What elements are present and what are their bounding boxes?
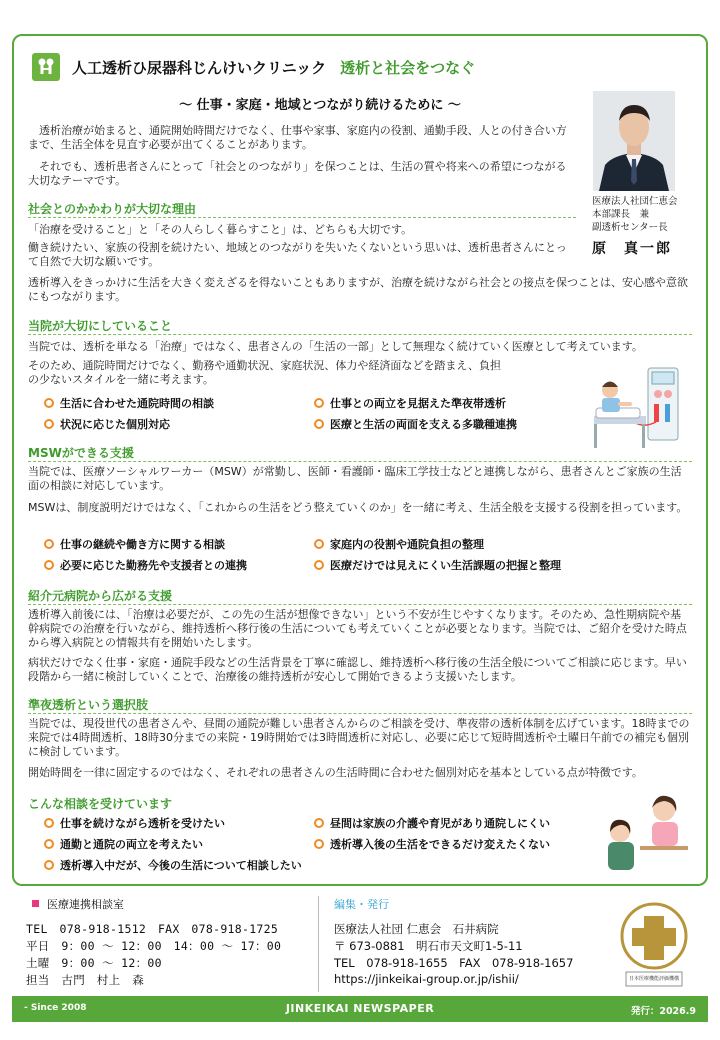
bullet-circle-icon <box>314 839 324 849</box>
bullet-circle-icon <box>44 419 54 429</box>
footer-saturday-hours: 土曜 9：00 ～ 12：00 <box>26 956 162 970</box>
tagline: 透析と社会をつなぐ <box>340 58 476 77</box>
footer-url[interactable]: https://jinkeikai-group.or.jp/ishii/ <box>334 972 519 986</box>
header <box>32 52 475 82</box>
newspaper-title: JINKEIKAI NEWSPAPER <box>285 1002 435 1015</box>
bullet-circle-icon <box>44 560 54 570</box>
bullet-circle-icon <box>314 398 324 408</box>
profile-dept: 本部課長 兼 <box>592 209 650 220</box>
issue-date: 発行：2026.9 <box>630 1006 696 1017</box>
section-heading-reasons: 社会とのかかわりが大切な理由 <box>28 202 197 216</box>
bullet-circle-icon <box>44 398 54 408</box>
bullet-circle-icon <box>44 818 54 828</box>
section-heading-consults: こんな相談を受けています <box>28 797 173 811</box>
footer-tel: TEL 078-918-1512 FAX 078-918-1725 <box>26 922 279 936</box>
list-item: 通勤と通院の両立を考えたい <box>44 836 203 852</box>
bullet-circle-icon <box>44 839 54 849</box>
dialysis-illustration <box>590 360 690 458</box>
bottom-bar <box>12 996 708 1022</box>
list-item: 透析導入後の生活をできるだけ変えたくない <box>314 836 550 852</box>
bullet-circle-icon <box>44 539 54 549</box>
section-divider <box>28 604 692 605</box>
accreditation-seal <box>618 902 690 990</box>
section-divider <box>28 334 692 335</box>
list-item: 仕事との両立を見据えた準夜帯透析 <box>314 395 506 411</box>
list-item: 昼間は家族の介護や育児があり通院しにくい <box>314 815 550 831</box>
bullet-circle-icon <box>314 560 324 570</box>
list-item: 医療と生活の両面を支える多職種連携 <box>314 416 517 432</box>
section-divider <box>28 461 692 462</box>
list-item: 生活に合わせた通院時間の相談 <box>44 395 214 411</box>
footer-address: 〒 673-0881 明石市天文町1-5-11 <box>334 939 523 953</box>
profile-name: 原 真一郎 <box>592 241 672 257</box>
section-text: MSWは、制度説明だけではなく、「これからの生活をどう整えていくのか」を一緒に考え、生活全般を支援する役割を担っています。 <box>28 501 688 514</box>
section-text: 開始時間を一律に固定するのではなく、それぞれの患者さんの生活時間に合わせた個別対応を基本としている点が特徴です。 <box>28 766 643 779</box>
footer-staff: 担当 古門 村上 森 <box>26 973 144 987</box>
intro-paragraph-1: 透析治療が始まると、通院開始時間だけでなく、仕事や家事、家庭内の役割、通勤手段、人との付き合い方まで、生活全体を見直す必要が出てくることがあります。 <box>28 124 567 151</box>
seal-caption: 日本医療機能評価機構 <box>628 976 679 982</box>
section-heading-msw: MSWができる支援 <box>28 446 134 460</box>
list-item: 透析導入中だが、今後の生活について相談したい <box>44 857 302 873</box>
section-text: そのため、通院時間だけでなく、勤務や通勤状況、家庭状況、体力や経済面などを踏まえ、負担の少ないスタイルを一緒に考えます。 <box>28 359 501 386</box>
bullet-circle-icon <box>314 419 324 429</box>
section-divider <box>28 217 576 218</box>
section-text: 当院では、医療ソーシャルワーカー（MSW）が常勤し、医師・看護師・臨床工学技士などと連携しながら、患者さんとご家族の生活面の相談に対応しています。 <box>28 465 682 492</box>
profile-photo <box>593 91 675 191</box>
footer-publisher-title: 編集・発行 <box>334 898 389 911</box>
section-heading-referral: 紹介元病院から広がる支援 <box>28 589 173 603</box>
intro-paragraph-2: それでも、透析患者さんにとって「社会とのつながり」を保つことは、生活の質や将来への希望につながる大切なテーマです。 <box>28 160 567 187</box>
consultation-illustration <box>600 792 692 880</box>
section-text: 透析導入前後には、「治療は必要だが、この先の生活が想像できない」という不安が生じやすくなります。そのため、急性期病院や基幹病院での治療を行いながら、維持透析へ移行後の生活についても考えていくことが必要となります。当院では、ご紹介を受けた時点から導入病院との情報共有を開始いたします。 <box>28 608 687 649</box>
list-item: 必要に応じた勤務先や支援者との連携 <box>44 557 247 573</box>
footer-divider <box>318 896 319 992</box>
footer-contact: TEL 078-918-1655 FAX 078-918-1657 <box>334 956 574 970</box>
bullet-circle-icon <box>44 860 54 870</box>
list-item: 仕事を続けながら透析を受けたい <box>44 815 225 831</box>
list-item: 仕事の継続や働き方に関する相談 <box>44 536 225 552</box>
clinic-name: 人工透析ひ尿器科じんけいクリニック <box>72 58 327 77</box>
bullet-circle-icon <box>314 818 324 828</box>
section-heading-policy: 当院が大切にしていること <box>28 319 173 333</box>
list-item: 医療だけでは見えにくい生活課題の把握と整理 <box>314 557 561 573</box>
section-divider <box>28 713 692 714</box>
section-text: 病状だけでなく仕事・家庭・通院手段などの生活背景を丁寧に確認し、維持透析へ移行後の生活全般についてご相談に応じます。早い段階から一緒に検討していくことで、治療後の維持透析が安心して開始できるよう支援いたします。 <box>28 656 687 683</box>
section-text: 働き続けたい、家族の役割を続けたい、地域とのつながりを失いたくないという思いは、透析患者さんにとって自然で大切な願いです。 <box>28 241 567 268</box>
since-label: - Since 2008 <box>24 1003 87 1013</box>
list-item: 状況に応じた個別対応 <box>44 416 170 432</box>
footer-publisher: 医療法人社団 仁恵会 石井病院 <box>334 922 499 936</box>
pink-square-icon <box>32 900 39 907</box>
section-text: 当院では、現役世代の患者さんや、昼間の通院が難しい患者さんからのご相談を受け、準夜帯の透析体制を広げています。18時までの来院では4時間透析、18時30分までの来院・19時開始では3時間透析に対応し、必要に応じて短時間透析や土曜日午前での補完も個別に検討しています。 <box>28 717 690 758</box>
section-text: 当院では、透析を単なる「治療」ではなく、患者さんの「生活の一部」として無理なく続けていく医療として考えています。 <box>28 340 643 353</box>
section-text: 透析導入をきっかけに生活を大きく変えざるを得ないこともありますが、治療を続けながら社会との接点を保つことは、安心感や意欲にもつながります。 <box>28 276 688 303</box>
footer-weekday-hours: 平日 9：00 ～ 12：00 14：00 ～ 17：00 <box>26 939 282 953</box>
bullet-circle-icon <box>314 539 324 549</box>
section-heading-evening: 準夜透析という選択肢 <box>28 698 149 712</box>
profile-org: 医療法人社団仁恵会 <box>592 196 678 207</box>
section-text: 「治療を受けること」と「その人らしく暮らすこと」は、どちらも大切です。 <box>28 223 413 236</box>
list-item: 家庭内の役割や通院負担の整理 <box>314 536 484 552</box>
footer-contact-title: 医療連携相談室 <box>32 896 124 912</box>
clinic-logo-icon <box>32 53 60 81</box>
page-subtitle: ～ 仕事・家庭・地域とつながり続けるために ～ <box>179 98 461 113</box>
profile-role: 副透析センター長 <box>592 222 668 233</box>
